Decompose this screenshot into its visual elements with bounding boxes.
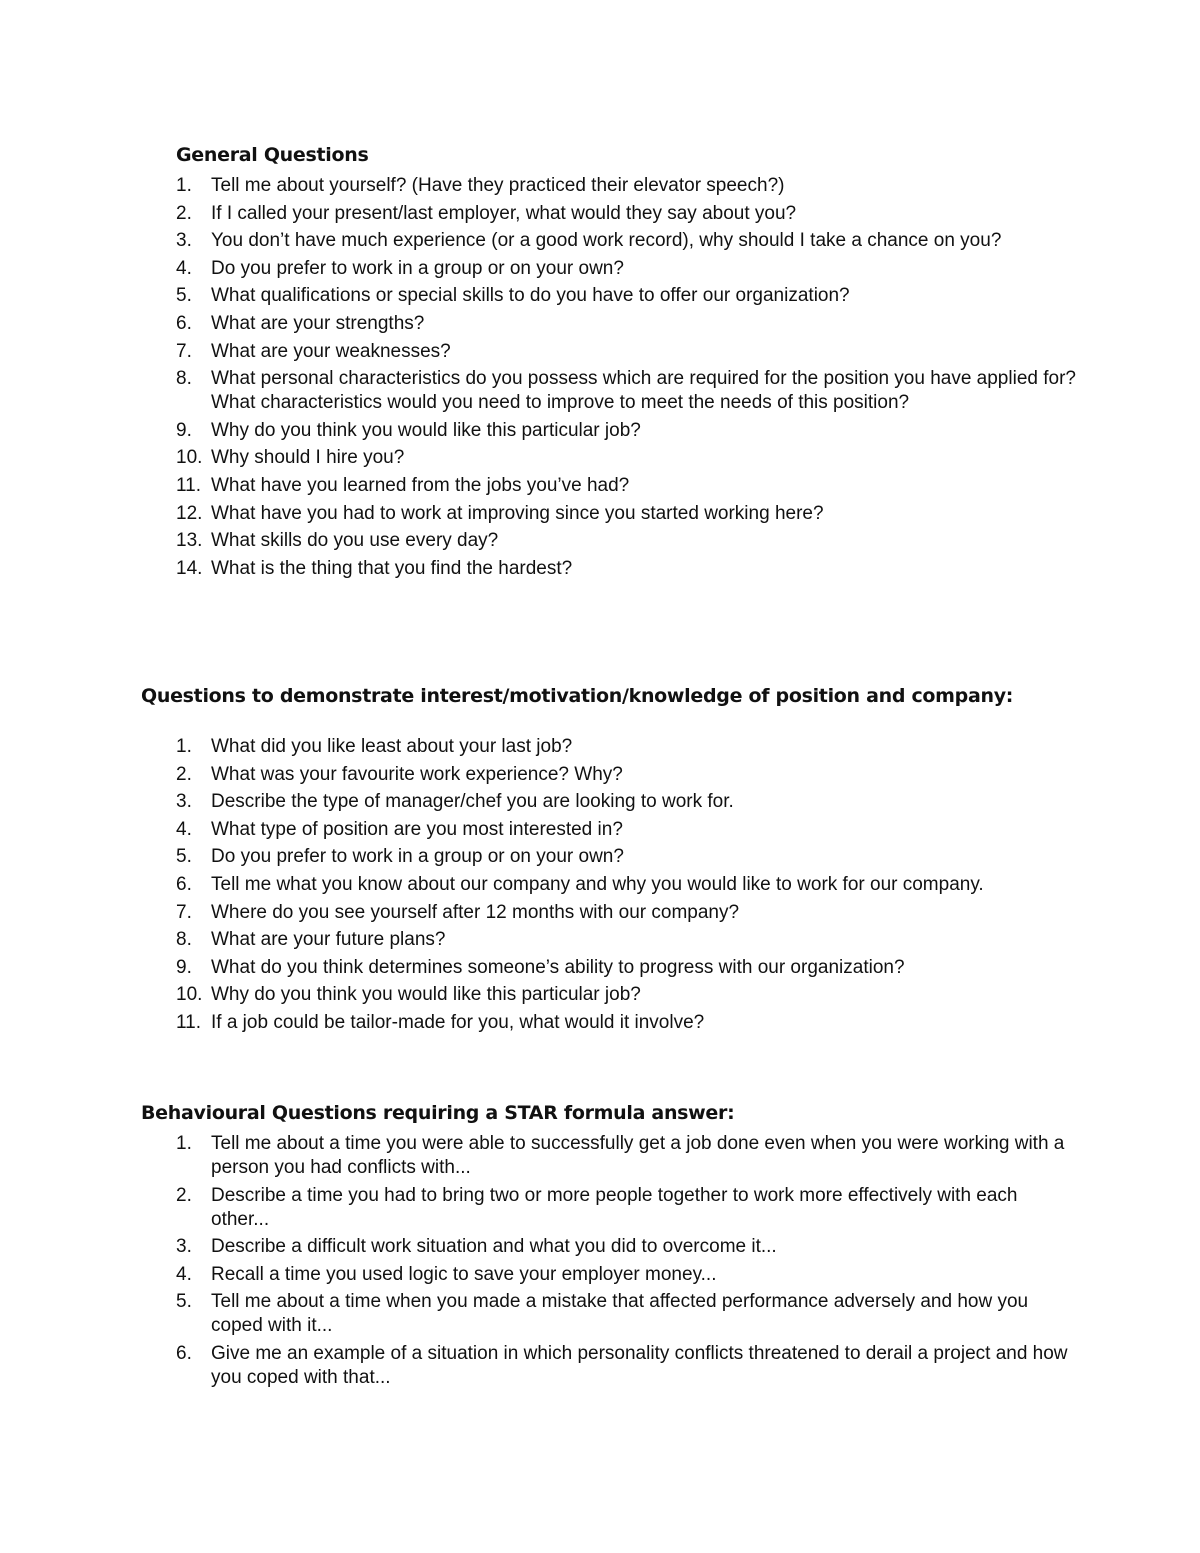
list-item bbox=[176, 419, 1076, 443]
list-item bbox=[176, 956, 1076, 980]
item-number: 5. bbox=[176, 846, 192, 868]
question-list bbox=[176, 1132, 1076, 1394]
item-text: What was your favourite work experience? Why? bbox=[211, 763, 623, 785]
item-number: 4. bbox=[176, 818, 192, 840]
item-number: 7. bbox=[176, 901, 192, 923]
item-number: 11. bbox=[176, 1011, 202, 1033]
item-number: 6. bbox=[176, 873, 192, 895]
list-item bbox=[176, 284, 1076, 308]
list-item bbox=[176, 474, 1076, 498]
list-item bbox=[176, 845, 1076, 869]
list-item bbox=[176, 901, 1076, 925]
item-number: 1. bbox=[176, 736, 192, 757]
item-text: Why do you think you would like this particular job? bbox=[211, 419, 641, 441]
item-text: What personal characteristics do you possess which are required for the position you have applied for? What characteristics would you need to improve to meet the needs of this position? bbox=[211, 368, 1076, 414]
list-item bbox=[176, 983, 1076, 1007]
item-text: Tell me what you know about our company and why you would like to work for our company. bbox=[211, 873, 984, 895]
item-text: What did you like least about your last job? bbox=[211, 736, 573, 757]
item-text: What skills do you use every day? bbox=[211, 530, 499, 552]
item-text: What are your weaknesses? bbox=[211, 340, 451, 362]
item-number: 3. bbox=[176, 230, 192, 252]
question-list bbox=[176, 174, 1076, 584]
section-heading: General Questions bbox=[176, 144, 369, 166]
item-text: You don’t have much experience (or a good work record), why should I take a chance on you? bbox=[211, 230, 1002, 252]
item-number: 6. bbox=[176, 312, 192, 334]
item-text: If a job could be tailor-made for you, what would it involve? bbox=[211, 1011, 705, 1033]
item-number: 10. bbox=[176, 447, 203, 469]
item-text: What type of position are you most interested in? bbox=[211, 818, 623, 840]
section-heading: Behavioural Questions requiring a STAR formula answer: bbox=[141, 1102, 735, 1124]
item-number: 7. bbox=[176, 340, 192, 362]
item-text: Do you prefer to work in a group or on your own? bbox=[211, 846, 624, 868]
list-item bbox=[176, 1342, 1076, 1390]
item-number: 11. bbox=[176, 474, 202, 496]
list-item bbox=[176, 202, 1076, 226]
item-number: 1. bbox=[176, 1133, 192, 1154]
list-item bbox=[176, 818, 1076, 842]
item-text: Tell me about yourself? (Have they practiced their elevator speech?) bbox=[211, 175, 785, 196]
item-number: 1. bbox=[176, 175, 192, 196]
item-text: What have you had to work at improving since you started working here? bbox=[211, 502, 824, 524]
list-item bbox=[176, 763, 1076, 787]
item-number: 5. bbox=[176, 1291, 192, 1313]
item-number: 10. bbox=[176, 984, 203, 1006]
item-number: 2. bbox=[176, 763, 192, 785]
list-item bbox=[176, 1290, 1076, 1338]
list-item bbox=[176, 928, 1076, 952]
item-number: 8. bbox=[176, 929, 192, 951]
item-text: Describe a difficult work situation and what you did to overcome it... bbox=[211, 1236, 777, 1258]
item-number: 14. bbox=[176, 557, 203, 579]
list-item bbox=[176, 502, 1076, 526]
item-number: 6. bbox=[176, 1342, 192, 1364]
item-text: Why do you think you would like this particular job? bbox=[211, 984, 641, 1006]
item-text: Do you prefer to work in a group or on your own? bbox=[211, 257, 624, 279]
item-number: 9. bbox=[176, 956, 192, 978]
list-item bbox=[176, 1263, 1076, 1287]
question-list bbox=[176, 735, 1076, 1039]
item-text: What have you learned from the jobs you’ve had? bbox=[211, 474, 630, 496]
item-text: Where do you see yourself after 12 months with our company? bbox=[211, 901, 740, 923]
item-text: Tell me about a time when you made a mistake that affected performance adversely and how you coped with it... bbox=[211, 1291, 1029, 1337]
item-text: Tell me about a time you were able to successfully get a job done even when you were working with a person you had conflicts with... bbox=[211, 1133, 1065, 1178]
item-text: If I called your present/last employer, what would they say about you? bbox=[211, 202, 797, 224]
item-number: 4. bbox=[176, 257, 192, 279]
list-item bbox=[176, 367, 1076, 415]
item-text: Recall a time you used logic to save your employer money... bbox=[211, 1263, 717, 1285]
item-text: What qualifications or special skills to do you have to offer our organization? bbox=[211, 285, 850, 307]
item-text: Give me an example of a situation in which personality conflicts threatened to derail a project and how you coped with that... bbox=[211, 1342, 1068, 1388]
list-item bbox=[176, 257, 1076, 281]
list-item bbox=[176, 790, 1076, 814]
list-item bbox=[176, 529, 1076, 553]
item-text: Why should I hire you? bbox=[211, 447, 405, 469]
section-heading: Questions to demonstrate interest/motivation/knowledge of position and company: bbox=[141, 685, 1014, 707]
item-text: What do you think determines someone’s ability to progress with our organization? bbox=[211, 956, 905, 978]
list-item bbox=[176, 873, 1076, 897]
list-item bbox=[176, 1132, 1076, 1180]
list-item bbox=[176, 340, 1076, 364]
list-item bbox=[176, 446, 1076, 470]
item-text: Describe a time you had to bring two or more people together to work more effectively with each other... bbox=[211, 1184, 1018, 1230]
list-item bbox=[176, 557, 1076, 581]
list-item bbox=[176, 174, 1076, 198]
item-text: What are your strengths? bbox=[211, 312, 425, 334]
item-number: 2. bbox=[176, 202, 192, 224]
list-item bbox=[176, 1011, 1076, 1035]
item-text: What are your future plans? bbox=[211, 929, 446, 951]
list-item bbox=[176, 229, 1076, 253]
item-number: 3. bbox=[176, 1236, 192, 1258]
item-number: 3. bbox=[176, 791, 192, 813]
item-number: 12. bbox=[176, 502, 203, 524]
list-item bbox=[176, 1184, 1076, 1232]
item-number: 9. bbox=[176, 419, 192, 441]
item-number: 13. bbox=[176, 530, 203, 552]
item-number: 5. bbox=[176, 285, 192, 307]
list-item bbox=[176, 735, 1076, 759]
list-item bbox=[176, 1235, 1076, 1259]
item-text: Describe the type of manager/chef you are looking to work for. bbox=[211, 791, 734, 813]
list-item bbox=[176, 312, 1076, 336]
item-number: 4. bbox=[176, 1263, 192, 1285]
item-text: What is the thing that you find the hardest? bbox=[211, 557, 573, 579]
item-number: 2. bbox=[176, 1184, 192, 1206]
item-number: 8. bbox=[176, 368, 192, 390]
